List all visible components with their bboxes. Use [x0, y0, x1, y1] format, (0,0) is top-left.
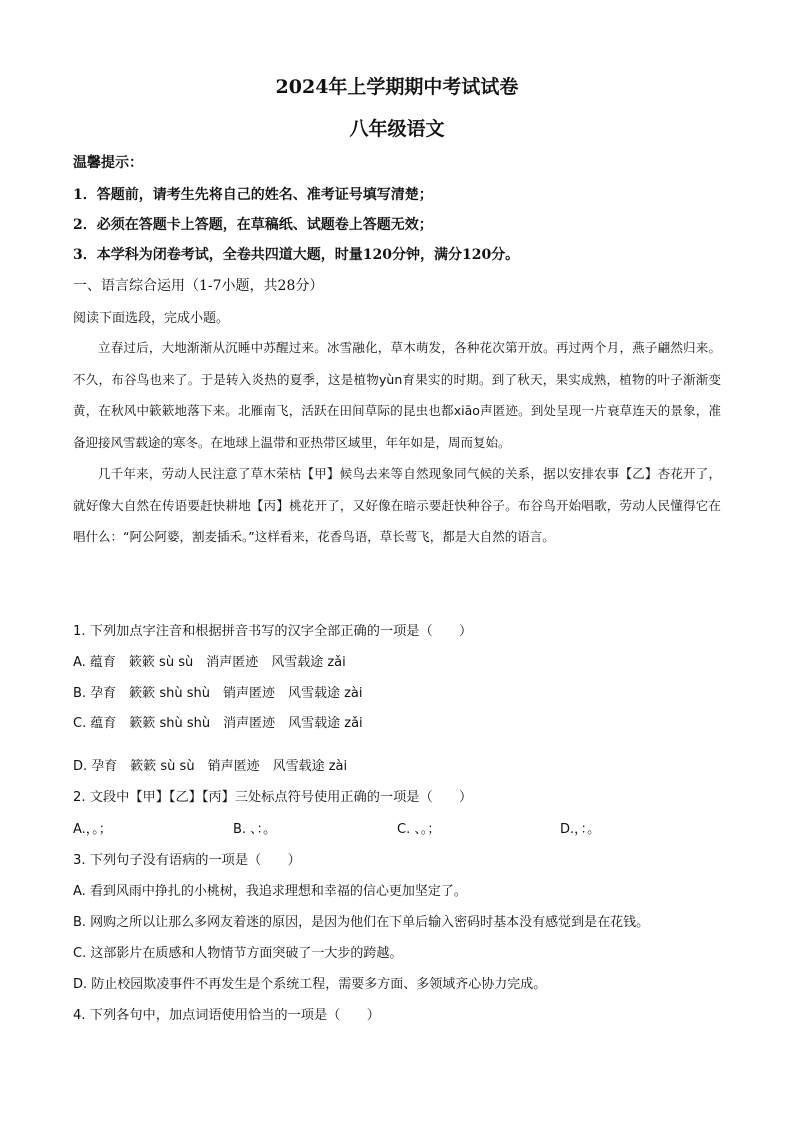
q1-option-d: D. 孕育 簌簌 sù sù 销声匿迹 风雪载途 zài: [73, 759, 348, 774]
question-3-stem: 3. 下列句子没有语病的一项是（ ）: [73, 853, 301, 868]
q3-option-c: C. 这部影片在质感和人物情节方面突破了一大步的跨越。: [73, 946, 403, 961]
q2-option-d: D.，：。: [560, 822, 601, 837]
q3-option-a: A. 看到风雨中挣扎的小桃树，我追求理想和幸福的信心更加坚定了。: [73, 884, 467, 899]
passage-paragraph: 几千年来，劳动人民注意了草木荣枯【甲】候鸟去来等自然现象同气候的关系，据以安排农事【乙】杏花开了，就好像大自然在传语要赶快耕地【丙】桃花开了，又好像在暗示要赶快种谷子。布谷鸟开始唱歌，劳动人民懂得它在唱什么：“阿公阿婆，割麦插禾。”这样看来，花香鸟语，草长莺飞，都是大自然的语言。: [73, 466, 721, 544]
question-1-stem: 1. 下列加点字注音和根据拼音书写的汉字全部正确的一项是（ ）: [73, 624, 473, 639]
exam-title: 2024年上学期期中考试试卷: [275, 76, 519, 98]
reading-instruction: 阅读下面选段，完成小题。: [73, 311, 230, 326]
passage-paragraph: 立春过后，大地渐渐从沉睡中苏醒过来。冰雪融化，草木萌发，各种花次第开放。再过两个月，燕子翩然归来。不久，布谷鸟也来了。于是转入炎热的夏季，这是植物yùn育果实的时期。到了秋天，果实成熟，植物的叶子渐渐变黄，在秋风中簌簌地落下来。北雁南飞，活跃在田间草际的昆虫也都xiāo声匿迹。到处呈现一片衰草连天的景象，准备迎接风雪载途的寒冬。在地球上温带和亚热带区域里，年年如是，周而复始。: [73, 340, 721, 450]
tip-item: 3．本学科为闭卷考试，全卷共四道大题，时量120分钟，满分120分。: [73, 247, 520, 263]
q2-option-b: B. 、：。: [233, 822, 277, 837]
q2-option-a: A.，。；: [73, 822, 112, 837]
tip-item: 1．答题前，请考生先将自己的姓名、准考证号填写清楚；: [73, 187, 433, 203]
exam-subtitle: 八年级语文: [349, 118, 445, 140]
reading-passage: [73, 332, 721, 553]
tips-label: 温馨提示：: [73, 155, 143, 171]
tip-item: 2．必须在答题卡上答题，在草稿纸、试题卷上答题无效；: [73, 217, 433, 233]
q1-option-c: C. 蕴育 簌簌 shù shù 消声匿迹 风雪载途 zǎi: [73, 716, 363, 731]
section-heading: 一、语言综合运用（1-7小题，共28分）: [73, 278, 324, 294]
question-4-stem: 4. 下列各句中，加点词语使用恰当的一项是（ ）: [73, 1008, 380, 1023]
q2-option-c: C. 、。；: [397, 822, 441, 837]
q3-option-b: B. 网购之所以让那么多网友着迷的原因，是因为他们在下单后输入密码时基本没有感觉到是在花钱。: [73, 915, 650, 930]
q1-option-b: B. 孕育 簌簌 shù shù 销声匿迹 风雪载途 zài: [73, 686, 363, 701]
q3-option-d: D. 防止校园欺凌事件不再发生是个系统工程，需要多方面、多领域齐心协力完成。: [73, 977, 547, 992]
question-2-stem: 2. 文段中【甲】【乙】【丙】三处标点符号使用正确的一项是（ ）: [73, 790, 473, 805]
q1-option-a: A. 蕴育 簌簌 sù sù 消声匿迹 风雪载途 zǎi: [73, 655, 346, 670]
